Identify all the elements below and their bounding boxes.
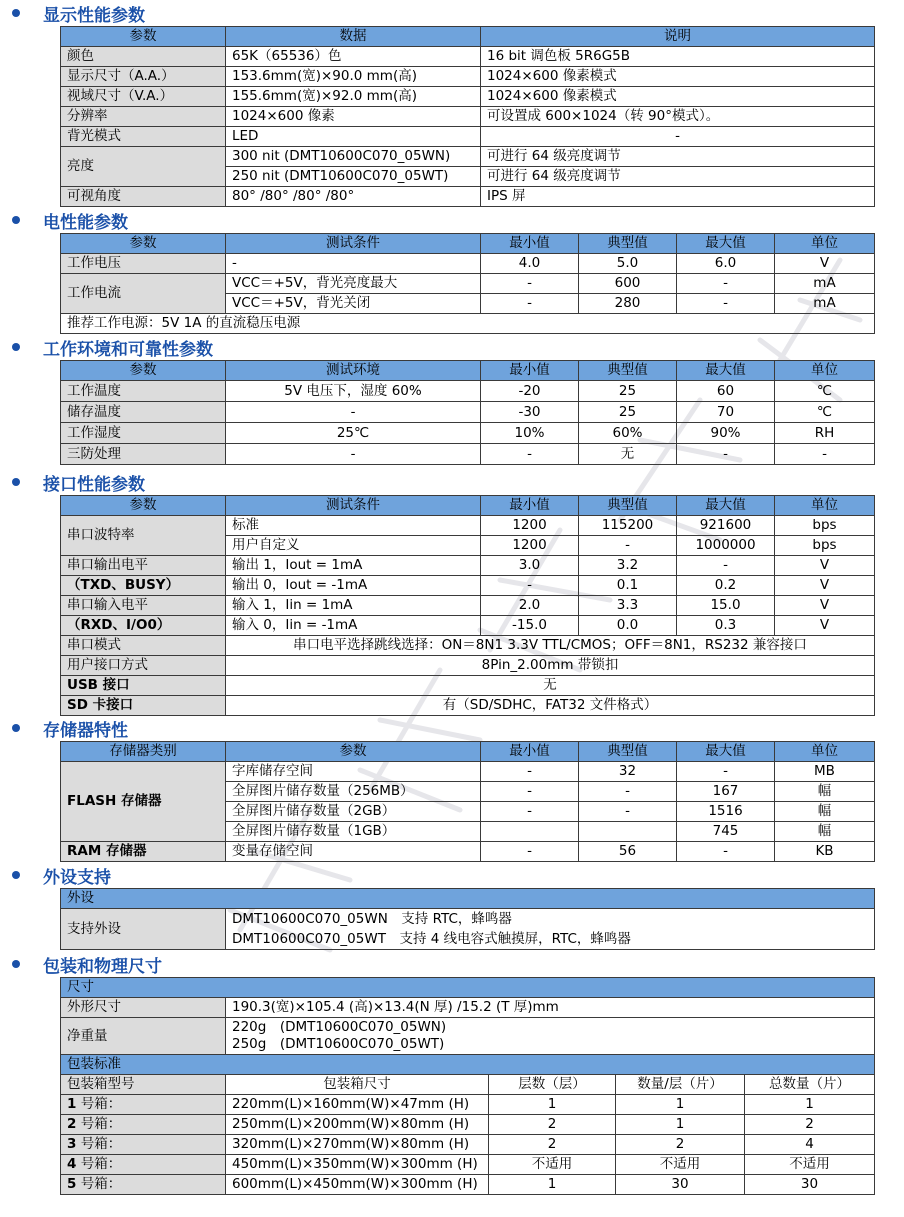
param-cell: 用户接口方式	[61, 656, 226, 676]
table-row	[61, 1095, 875, 1115]
unit-cell: V	[775, 596, 875, 616]
cond-cell: VCC＝+5V，背光亮度最大	[226, 274, 481, 294]
layers-cell: 2	[489, 1135, 616, 1155]
header-cell: 测试条件	[226, 496, 481, 516]
bullet-icon	[12, 960, 20, 968]
table-row	[61, 656, 875, 676]
param-cell: 显示尺寸（A.A.）	[61, 67, 226, 87]
per-cell: 1	[616, 1095, 745, 1115]
table-row	[61, 909, 875, 950]
package-table	[60, 977, 875, 1195]
max-cell: 921600	[677, 516, 775, 536]
section-title-text: 外设支持	[43, 867, 111, 888]
bullet-icon	[12, 216, 20, 224]
min-cell: 1200	[481, 516, 579, 536]
table-row	[61, 762, 875, 782]
header-cell: 包装箱型号	[61, 1075, 226, 1095]
max-cell: 0.2	[677, 576, 775, 596]
max-cell: -	[677, 762, 775, 782]
max-cell: 60	[677, 381, 775, 402]
section-title-text: 存储器特性	[43, 720, 128, 741]
electrical-table	[60, 233, 875, 334]
min-cell: -	[481, 762, 579, 782]
table-row	[61, 67, 875, 87]
param-cell: 串口输入电平	[61, 596, 226, 616]
box-suffix: 号箱：	[76, 1176, 122, 1192]
table-row	[61, 444, 875, 465]
header-cell: 最小值	[481, 361, 579, 381]
table-row	[61, 423, 875, 444]
table-row	[61, 998, 875, 1018]
header-cell: 典型值	[579, 742, 677, 762]
header-cell: 最大值	[677, 742, 775, 762]
table-row	[61, 1155, 875, 1175]
cond-cell: 变量存储空间	[226, 842, 481, 862]
data-cell: 300 nit (DMT10600C070_05WN)	[226, 147, 481, 167]
note-cell: IPS 屏	[481, 187, 875, 207]
cond-cell: 输入 1，Iin = 1mA	[226, 596, 481, 616]
min-cell: -	[481, 294, 579, 314]
param-cell: 三防处理	[61, 444, 226, 465]
note-cell: 1024×600 像素模式	[481, 87, 875, 107]
table-row	[61, 274, 875, 294]
unit-cell: bps	[775, 536, 875, 556]
param-cell: 工作电流	[61, 274, 226, 314]
min-cell: -	[481, 802, 579, 822]
typ-cell: 280	[579, 294, 677, 314]
header-cell: 最大值	[677, 496, 775, 516]
table-row	[61, 107, 875, 127]
unit-cell: mA	[775, 294, 875, 314]
data-cell: 250 nit (DMT10600C070_05WT)	[226, 167, 481, 187]
bullet-icon	[12, 724, 20, 732]
max-cell: 745	[677, 822, 775, 842]
cond-cell: 25℃	[226, 423, 481, 444]
value-line: DMT10600C070_05WT 支持 4 线电容式触摸屏，RTC，蜂鸣器	[232, 931, 631, 947]
header-cell: 外设	[61, 889, 875, 909]
size-cell: 220mm(L)×160mm(W)×47mm (H)	[226, 1095, 489, 1115]
min-cell: 10%	[481, 423, 579, 444]
max-cell: 1000000	[677, 536, 775, 556]
data-cell: 153.6mm(宽)×90.0 mm(高)	[226, 67, 481, 87]
min-cell: 2.0	[481, 596, 579, 616]
table-row	[61, 636, 875, 656]
typ-cell: 5.0	[579, 254, 677, 274]
max-cell: -	[677, 274, 775, 294]
unit-cell: KB	[775, 842, 875, 862]
min-cell: -	[481, 444, 579, 465]
note-cell: 可进行 64 级亮度调节	[481, 167, 875, 187]
value-line: 220g (DMT10600C070_05WN)	[232, 1019, 447, 1035]
unit-cell: -	[775, 444, 875, 465]
typ-cell: 无	[579, 444, 677, 465]
param-cell: 分辨率	[61, 107, 226, 127]
total-cell: 30	[745, 1175, 875, 1195]
total-cell: 2	[745, 1115, 875, 1135]
per-cell: 30	[616, 1175, 745, 1195]
header-cell: 单位	[775, 496, 875, 516]
max-cell: 70	[677, 402, 775, 423]
param-cell: 储存温度	[61, 402, 226, 423]
param-cell: （TXD、BUSY）	[61, 576, 226, 596]
data-cell: 155.6mm(宽)×92.0 mm(高)	[226, 87, 481, 107]
unit-cell: 幅	[775, 802, 875, 822]
bullet-icon	[12, 478, 20, 486]
section-title-text: 包装和物理尺寸	[43, 956, 162, 977]
table-row	[61, 676, 875, 696]
param-cell: 背光模式	[61, 127, 226, 147]
header-cell: 数据	[226, 27, 481, 47]
unit-cell: ℃	[775, 381, 875, 402]
bullet-icon	[12, 871, 20, 879]
typ-cell	[579, 822, 677, 842]
box-number: 2	[67, 1116, 77, 1132]
per-cell: 1	[616, 1115, 745, 1135]
box-number: 4	[67, 1156, 77, 1172]
header-cell: 参数	[61, 496, 226, 516]
layers-cell: 2	[489, 1115, 616, 1135]
table-row	[61, 147, 875, 167]
cond-cell: 字库储存空间	[226, 762, 481, 782]
min-cell: -30	[481, 402, 579, 423]
typ-cell: 3.2	[579, 556, 677, 576]
param-cell: 串口输出电平	[61, 556, 226, 576]
interface-table	[60, 495, 875, 716]
table-row	[61, 696, 875, 716]
header-cell: 包装箱尺寸	[226, 1075, 489, 1095]
header-cell: 最大值	[677, 234, 775, 254]
unit-cell: V	[775, 576, 875, 596]
typ-cell: -	[579, 802, 677, 822]
min-cell: -	[481, 842, 579, 862]
bullet-icon	[12, 9, 20, 17]
table-row	[61, 127, 875, 147]
section-title-text: 显示性能参数	[43, 5, 145, 26]
unit-cell: MB	[775, 762, 875, 782]
section-title-interface	[12, 471, 145, 493]
min-cell: 3.0	[481, 556, 579, 576]
max-cell: 167	[677, 782, 775, 802]
typ-cell: 25	[579, 402, 677, 423]
header-cell: 层数（层）	[489, 1075, 616, 1095]
max-cell: 0.3	[677, 616, 775, 636]
header-cell: 尺寸	[61, 978, 875, 998]
unit-cell: RH	[775, 423, 875, 444]
cond-cell: -	[226, 254, 481, 274]
header-cell: 单位	[775, 742, 875, 762]
param-cell: 可视角度	[61, 187, 226, 207]
total-cell: 1	[745, 1095, 875, 1115]
cond-cell: 全屏图片储存数量（2GB）	[226, 802, 481, 822]
param-cell: 净重量	[61, 1018, 226, 1055]
unit-cell: V	[775, 254, 875, 274]
cond-cell: 标准	[226, 516, 481, 536]
cond-cell: 全屏图片储存数量（256MB）	[226, 782, 481, 802]
section-title-text: 电性能参数	[43, 212, 128, 233]
note-cell: -	[481, 127, 875, 147]
layers-cell: 1	[489, 1175, 616, 1195]
max-cell: -	[677, 842, 775, 862]
header-cell: 最小值	[481, 496, 579, 516]
bullet-icon	[12, 343, 20, 351]
section-title-display	[12, 2, 145, 24]
unit-cell: 幅	[775, 782, 875, 802]
table-row	[61, 187, 875, 207]
param-cell: 外形尺寸	[61, 998, 226, 1018]
cond-cell: -	[226, 402, 481, 423]
max-cell: 6.0	[677, 254, 775, 274]
min-cell: -	[481, 274, 579, 294]
header-cell: 最大值	[677, 361, 775, 381]
table-row	[61, 87, 875, 107]
typ-cell: 60%	[579, 423, 677, 444]
box-suffix: 号箱：	[76, 1096, 122, 1112]
section-title-storage	[12, 717, 128, 739]
unit-cell: 幅	[775, 822, 875, 842]
layers-cell: 不适用	[489, 1155, 616, 1175]
table-row	[61, 1115, 875, 1135]
box-suffix: 号箱：	[76, 1136, 122, 1152]
header-cell: 数量/层（片）	[616, 1075, 745, 1095]
note-cell: 可设置成 600×1024（转 90°模式）。	[481, 107, 875, 127]
header-cell: 典型值	[579, 234, 677, 254]
cond-cell: 输出 0，Iout = -1mA	[226, 576, 481, 596]
table-row	[61, 381, 875, 402]
display-table	[60, 26, 875, 207]
max-cell: -	[677, 444, 775, 465]
param-cell: （RXD、I/O0）	[61, 616, 226, 636]
param-cell: SD 卡接口	[61, 696, 226, 716]
data-cell: 80° /80° /80° /80°	[226, 187, 481, 207]
min-cell: 4.0	[481, 254, 579, 274]
environment-table	[60, 360, 875, 465]
param-cell: FLASH 存储器	[61, 762, 226, 842]
section-title-electrical	[12, 209, 128, 231]
note-cell: 16 bit 调色板 5R6G5B	[481, 47, 875, 67]
header-cell: 存储器类别	[61, 742, 226, 762]
header-cell: 单位	[775, 234, 875, 254]
table-row	[61, 314, 875, 334]
table-row	[61, 1135, 875, 1155]
section-title-text: 工作环境和可靠性参数	[43, 339, 213, 360]
min-cell: -	[481, 576, 579, 596]
cond-cell: VCC＝+5V，背光关闭	[226, 294, 481, 314]
table-row	[61, 1018, 875, 1055]
value-cell: 有（SD/SDHC，FAT32 文件格式）	[226, 696, 875, 716]
table-row	[61, 596, 875, 616]
typ-cell: -	[579, 536, 677, 556]
table-row	[61, 1175, 875, 1195]
data-cell: 1024×600 像素	[226, 107, 481, 127]
typ-cell: 32	[579, 762, 677, 782]
box-suffix: 号箱：	[76, 1156, 122, 1172]
value-line: DMT10600C070_05WN 支持 RTC，蜂鸣器	[232, 911, 512, 927]
table-row	[61, 516, 875, 536]
cond-cell: 用户自定义	[226, 536, 481, 556]
min-cell: -	[481, 782, 579, 802]
data-cell: LED	[226, 127, 481, 147]
per-cell: 不适用	[616, 1155, 745, 1175]
note-cell: 1024×600 像素模式	[481, 67, 875, 87]
peripheral-table	[60, 888, 875, 950]
max-cell: 1516	[677, 802, 775, 822]
table-row	[61, 254, 875, 274]
min-cell: -15.0	[481, 616, 579, 636]
typ-cell: 600	[579, 274, 677, 294]
min-cell: 1200	[481, 536, 579, 556]
header-cell: 最小值	[481, 742, 579, 762]
param-cell: RAM 存储器	[61, 842, 226, 862]
table-row	[61, 576, 875, 596]
param-cell: 支持外设	[61, 909, 226, 950]
section-title-peripheral	[12, 864, 111, 886]
unit-cell: bps	[775, 516, 875, 536]
box-number: 3	[67, 1136, 77, 1152]
param-cell: 颜色	[61, 47, 226, 67]
max-cell: -	[677, 556, 775, 576]
cond-cell: 5V 电压下，湿度 60%	[226, 381, 481, 402]
cond-cell: 全屏图片储存数量（1GB）	[226, 822, 481, 842]
box-suffix: 号箱：	[76, 1116, 122, 1132]
typ-cell: 0.0	[579, 616, 677, 636]
cond-cell: -	[226, 444, 481, 465]
header-cell: 参数	[61, 234, 226, 254]
header-cell: 测试环境	[226, 361, 481, 381]
value-cell: 8Pin_2.00mm 带锁扣	[226, 656, 875, 676]
header-cell: 总数量（片）	[745, 1075, 875, 1095]
size-cell: 450mm(L)×350mm(W)×300mm (H)	[226, 1155, 489, 1175]
size-cell: 600mm(L)×450mm(W)×300mm (H)	[226, 1175, 489, 1195]
max-cell: 90%	[677, 423, 775, 444]
table-row	[61, 842, 875, 862]
per-cell: 2	[616, 1135, 745, 1155]
param-cell: 亮度	[61, 147, 226, 187]
table-row	[61, 556, 875, 576]
min-cell: -20	[481, 381, 579, 402]
value-cell: 190.3(宽)×105.4 (高)×13.4(N 厚) /15.2 (T 厚)mm	[226, 998, 875, 1018]
unit-cell: ℃	[775, 402, 875, 423]
section-title-package	[12, 953, 162, 975]
box-number: 1	[67, 1096, 77, 1112]
header-cell: 说明	[481, 27, 875, 47]
data-cell: 65K（65536）色	[226, 47, 481, 67]
max-cell: -	[677, 294, 775, 314]
header-cell: 典型值	[579, 496, 677, 516]
param-cell: 工作温度	[61, 381, 226, 402]
unit-cell: V	[775, 616, 875, 636]
typ-cell: -	[579, 782, 677, 802]
cond-cell: 输入 0，Iin = -1mA	[226, 616, 481, 636]
header-cell: 典型值	[579, 361, 677, 381]
unit-cell: V	[775, 556, 875, 576]
section-title-environment	[12, 336, 213, 358]
note-cell: 可进行 64 级亮度调节	[481, 147, 875, 167]
table-row	[61, 402, 875, 423]
param-cell: 串口模式	[61, 636, 226, 656]
value-cell: 串口电平选择跳线选择：ON＝8N1 3.3V TTL/CMOS；OFF＝8N1，RS232 兼容接口	[226, 636, 875, 656]
table-row	[61, 1075, 875, 1095]
typ-cell: 115200	[579, 516, 677, 536]
header-cell: 参数	[61, 27, 226, 47]
typ-cell: 3.3	[579, 596, 677, 616]
param-cell: 串口波特率	[61, 516, 226, 556]
min-cell	[481, 822, 579, 842]
layers-cell: 1	[489, 1095, 616, 1115]
cond-cell: 输出 1，Iout = 1mA	[226, 556, 481, 576]
note-cell: 推荐工作电源：5V 1A 的直流稳压电源	[61, 314, 875, 334]
param-cell: 视域尺寸（V.A.）	[61, 87, 226, 107]
unit-cell: mA	[775, 274, 875, 294]
max-cell: 15.0	[677, 596, 775, 616]
typ-cell: 56	[579, 842, 677, 862]
typ-cell: 25	[579, 381, 677, 402]
storage-table	[60, 741, 875, 862]
box-number: 5	[67, 1176, 77, 1192]
value-cell: 无	[226, 676, 875, 696]
total-cell: 不适用	[745, 1155, 875, 1175]
size-cell: 250mm(L)×200mm(W)×80mm (H)	[226, 1115, 489, 1135]
header-cell: 最小值	[481, 234, 579, 254]
header-cell: 包装标准	[61, 1055, 875, 1075]
value-line: 250g (DMT10600C070_05WT)	[232, 1036, 445, 1052]
param-cell: USB 接口	[61, 676, 226, 696]
total-cell: 4	[745, 1135, 875, 1155]
header-cell: 单位	[775, 361, 875, 381]
section-title-text: 接口性能参数	[43, 474, 145, 495]
table-row	[61, 616, 875, 636]
size-cell: 320mm(L)×270mm(W)×80mm (H)	[226, 1135, 489, 1155]
param-cell: 工作电压	[61, 254, 226, 274]
header-cell: 测试条件	[226, 234, 481, 254]
param-cell: 工作湿度	[61, 423, 226, 444]
header-cell: 参数	[61, 361, 226, 381]
typ-cell: 0.1	[579, 576, 677, 596]
table-row	[61, 47, 875, 67]
header-cell: 参数	[226, 742, 481, 762]
